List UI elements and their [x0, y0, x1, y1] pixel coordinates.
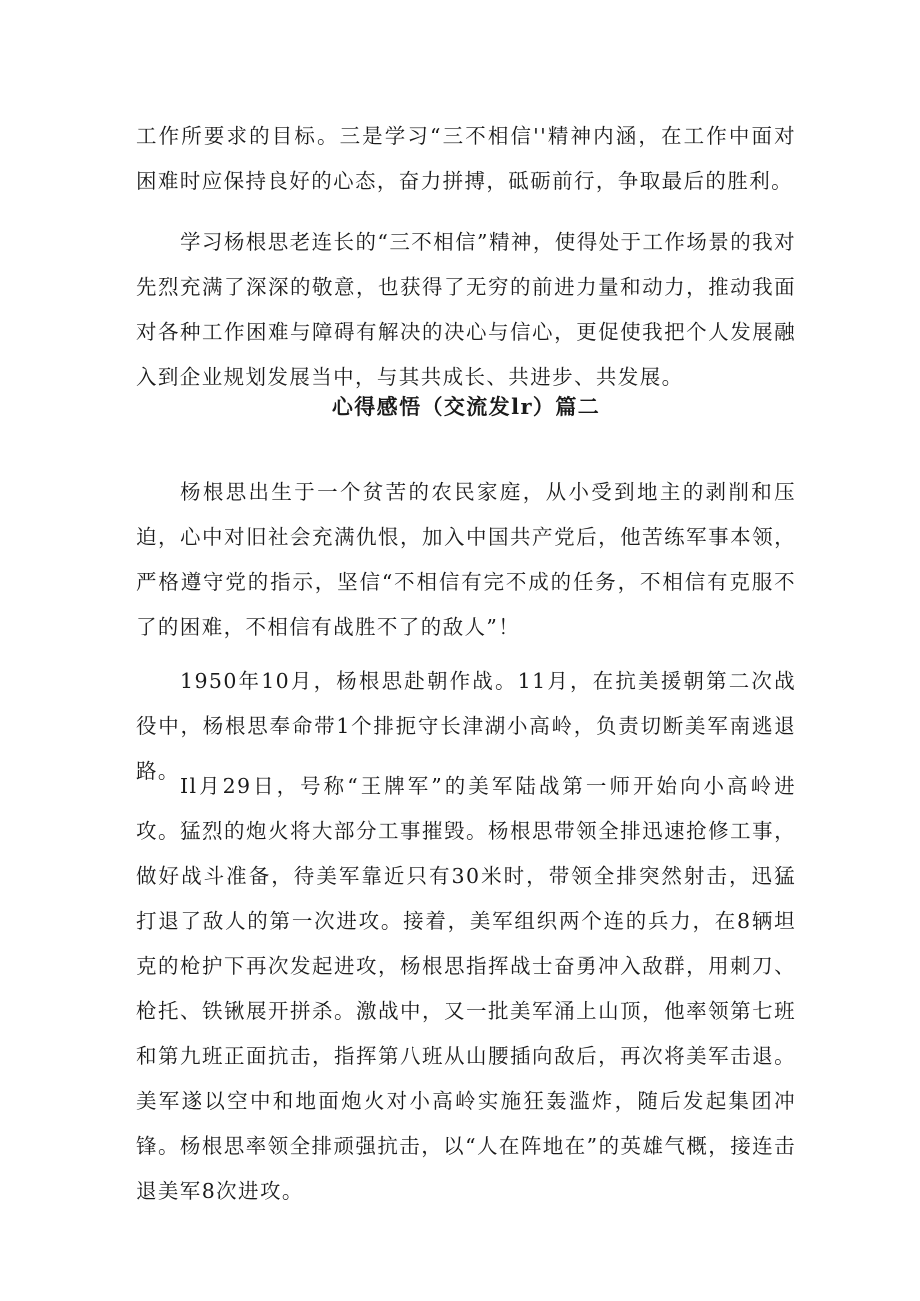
paragraph-2: 学习杨根思老连长的“三不相信”精神，使得处于工作场景的我对先烈充满了深深的敬意，也获得了无穷的前进力量和动力，推动我面对各种工作困难与障碍有解决的决心与信心，更促使我把个人发展融入到企业规划发展当中，与其共成长、共进步、共发展。 [136, 230, 796, 389]
section-heading: 心得感悟（交流发lr）篇二 [331, 394, 601, 419]
paragraph-3: 杨根思出生于一个贫苦的农民家庭，从小受到地主的剥削和压迫，心中对旧社会充满仇恨，加入中国共产党后，他苦练军事本领，严格遵守党的指示，坚信“不相信有完不成的任务，不相信有克服不了的困难，不相信有战胜不了的敌人”！ [136, 480, 796, 639]
paragraph-4: 1950年10月，杨根思赴朝作战。11月，在抗美援朝第二次战役中，杨根思奉命带1个排扼守长津湖小高岭，负责切断美军南逃退路。 [136, 669, 796, 783]
paragraph-1: 工作所要求的目标。三是学习“三不相信''精神内涵，在工作中面对困难时应保持良好的心态，奋力拼搏，砥砺前行，争取最后的胜利。 [136, 124, 796, 193]
paragraph-5: Il月29日，号称“王牌军”的美军陆战第一师开始向小高岭进攻。猛烈的炮火将大部分工事摧毁。杨根思带领全排迅速抢修工事，做好战斗准备，待美军靠近只有30米时，带领全排突然射击，迅猛打退了敌人的第一次进攻。接着，美军组织两个连的兵力，在8辆坦克的枪护下再次发起进攻，杨根思指挥战士奋勇冲入敌群，用刺刀、枪托、铁锹展开拼杀。激战中，又一批美军涌上山顶，他率领第七班和第九班正面抗击，指挥第八班从山腰插向敌后，再次将美军击退。美军遂以空中和地面炮火对小高岭实施狂轰滥炸，随后发起集团冲锋。杨根思率领全排顽强抗击，以“人在阵地在”的英雄气概，接连击退美军8次进攻。 [136, 774, 796, 1203]
